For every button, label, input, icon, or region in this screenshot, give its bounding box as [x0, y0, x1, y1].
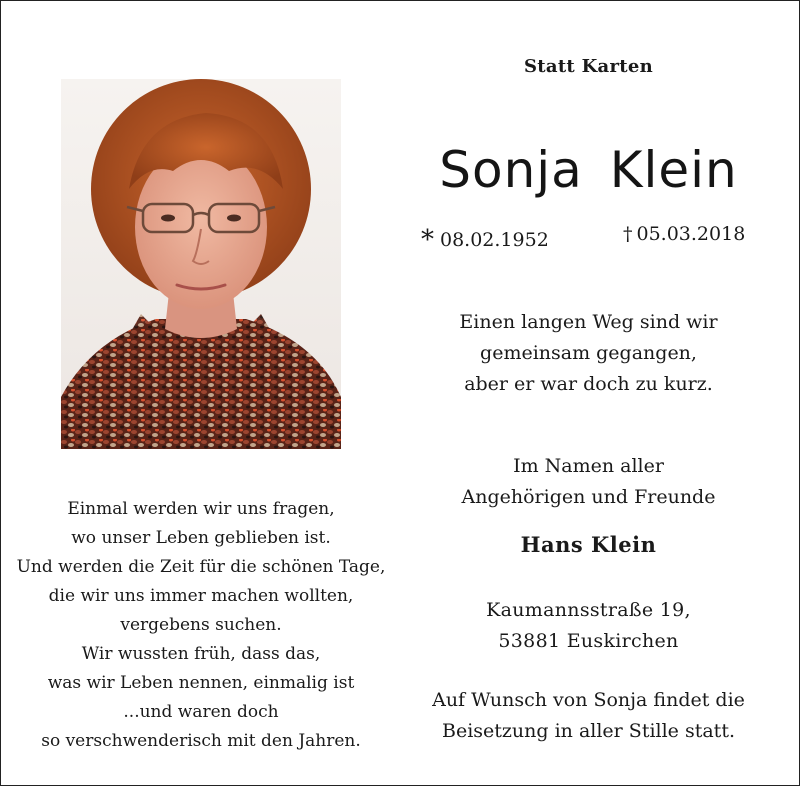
family-line: Angehörigen und Freunde	[461, 486, 716, 508]
burial-line: Auf Wunsch von Sonja findet die	[432, 689, 745, 711]
address-line: Kaumannsstraße 19,	[486, 599, 691, 621]
quote-line: aber er war doch zu kurz.	[464, 373, 713, 395]
header-label: Statt Karten	[523, 56, 654, 77]
poem-line: ...und waren doch	[123, 702, 279, 722]
address	[401, 595, 776, 657]
poem-line: Wir wussten früh, dass das,	[81, 644, 321, 664]
birth-date-value: 08.02.1952	[440, 229, 549, 251]
poem-line: Und werden die Zeit für die schönen Tage,	[16, 557, 386, 577]
portrait-photo	[61, 79, 341, 449]
poem-line: wo unser Leben geblieben ist.	[71, 528, 331, 548]
poem-line: die wir uns immer machen wollten,	[48, 586, 354, 606]
death-date-value: 05.03.2018	[636, 223, 746, 245]
poem-line: so verschwenderisch mit den Jahren.	[41, 731, 361, 751]
poem-line: Einmal werden wir uns fragen,	[67, 499, 335, 519]
family-note	[401, 451, 776, 513]
deceased-name: Sonja Klein	[439, 141, 738, 199]
poem-line: vergebens suchen.	[120, 615, 282, 635]
signer-name: Hans Klein	[520, 532, 657, 557]
address-line: 53881 Euskirchen	[498, 630, 679, 652]
burial-notice	[401, 685, 776, 747]
family-line: Im Namen aller	[513, 455, 664, 477]
birth-date	[421, 223, 549, 253]
burial-line: Beisetzung in aller Stille statt.	[442, 720, 735, 742]
death-cross-icon: †	[623, 223, 633, 245]
birth-star-icon: *	[421, 225, 434, 255]
quote-line: gemeinsam gegangen,	[480, 342, 697, 364]
life-dates	[401, 223, 776, 253]
death-date	[623, 223, 745, 245]
poem	[1, 495, 401, 756]
poem-line: was wir Leben nennen, einmalig ist	[47, 673, 355, 693]
memorial-quote	[401, 307, 776, 400]
quote-line: Einen langen Weg sind wir	[459, 311, 718, 333]
